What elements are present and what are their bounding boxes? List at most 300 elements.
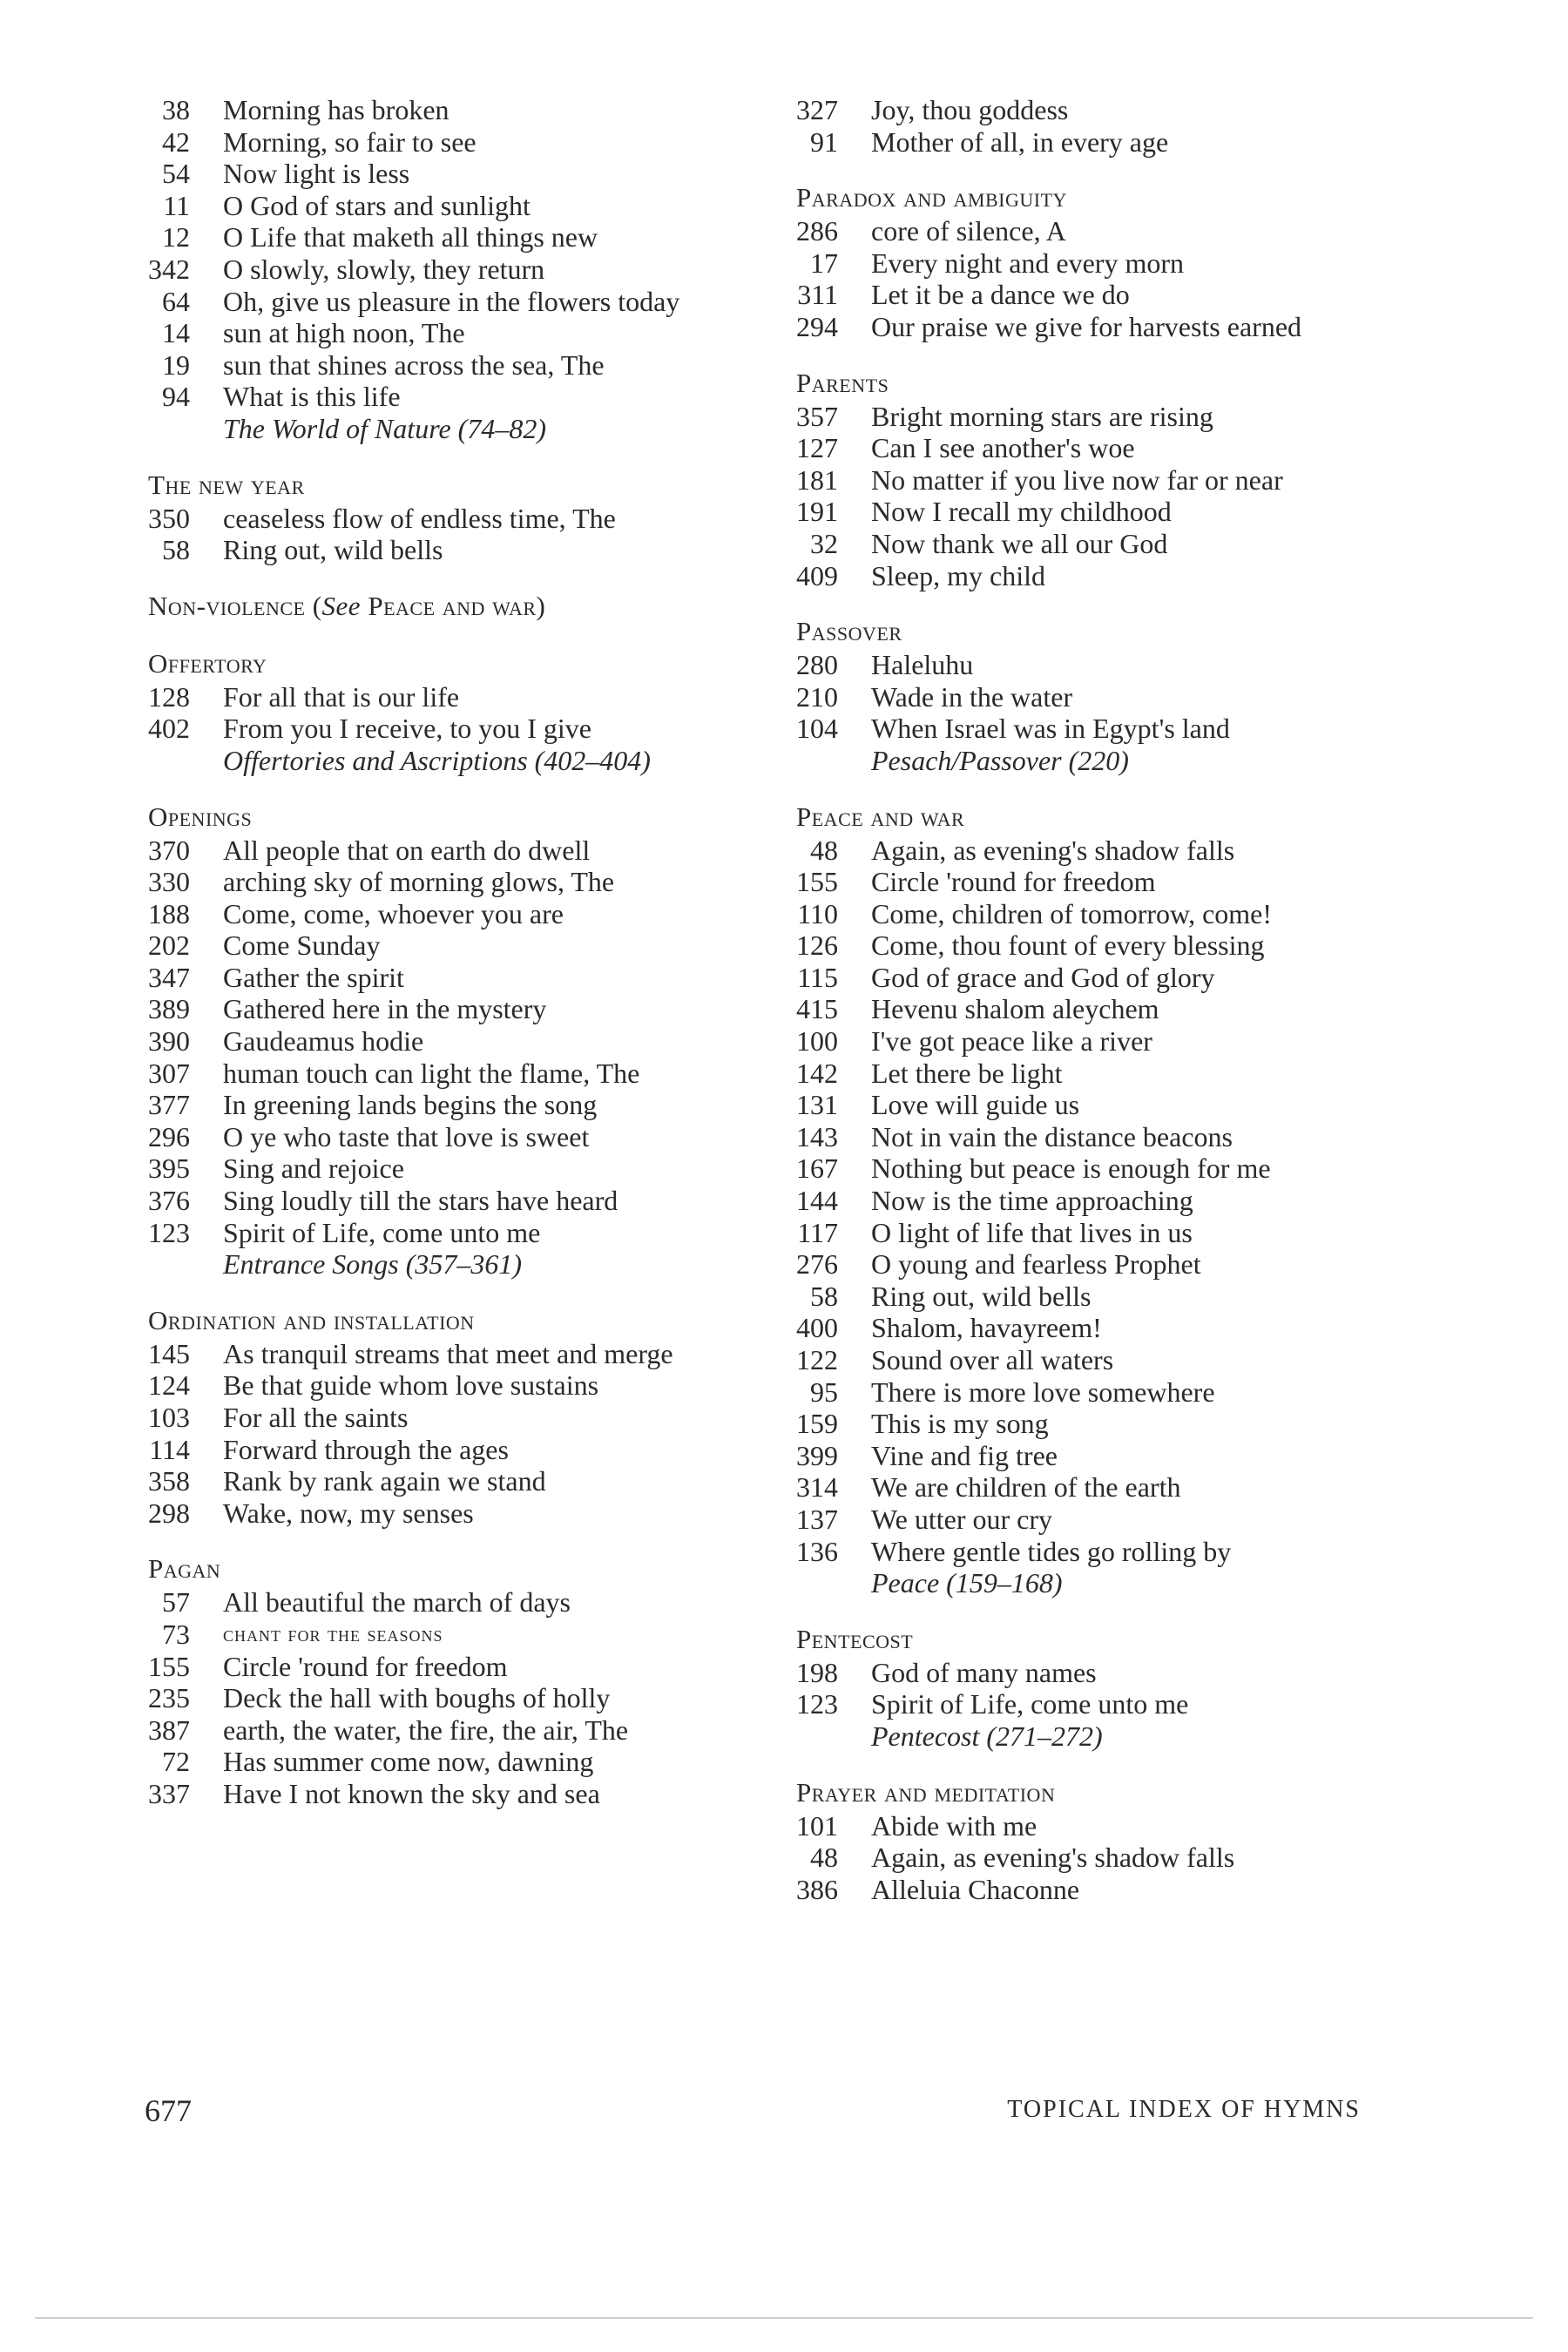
hymn-number: 122 bbox=[796, 1344, 838, 1375]
hymn-entry bbox=[796, 1185, 1406, 1217]
hymn-number: 294 bbox=[796, 310, 838, 342]
hymn-title: arching sky of morning glows, The bbox=[223, 866, 615, 898]
hymn-number: 415 bbox=[796, 993, 838, 1025]
hymn-entry bbox=[796, 1842, 1406, 1874]
hymn-entry bbox=[148, 1089, 740, 1121]
hymn-title: Rank by rank again we stand bbox=[223, 1465, 546, 1497]
index-section bbox=[796, 366, 1406, 592]
hymn-title: We utter our cry bbox=[871, 1503, 1052, 1535]
hymn-number: 103 bbox=[148, 1402, 190, 1433]
hymn-number: 210 bbox=[796, 680, 838, 713]
hymn-title: core of silence, A bbox=[871, 215, 1066, 247]
hymn-title: Circle 'round for freedom bbox=[871, 866, 1156, 898]
section-heading bbox=[148, 589, 740, 624]
hymn-number: 57 bbox=[162, 1586, 190, 1619]
hymn-entry bbox=[148, 349, 740, 382]
section-heading-text: Pentecost bbox=[796, 1623, 914, 1654]
hymn-entry bbox=[796, 1536, 1406, 1568]
hymn-title: Again, as evening's shadow falls bbox=[871, 1842, 1235, 1874]
hymn-number: 95 bbox=[810, 1375, 838, 1408]
hymn-number: 409 bbox=[796, 559, 838, 591]
hymn-entry bbox=[148, 253, 740, 286]
hymn-number: 276 bbox=[796, 1248, 838, 1281]
hymn-number: 73 bbox=[162, 1618, 190, 1650]
hymn-number: 386 bbox=[796, 1873, 838, 1905]
hymn-entry bbox=[148, 1651, 740, 1683]
hymn-entry bbox=[148, 221, 740, 253]
hymn-title: Wake, now, my senses bbox=[223, 1497, 474, 1529]
hymn-title: In greening lands begins the song bbox=[223, 1089, 598, 1121]
hymn-title: Joy, thou goddess bbox=[871, 94, 1069, 125]
hymn-title: Nothing but peace is enough for me bbox=[871, 1152, 1271, 1185]
hymn-title: Spirit of Life, come unto me bbox=[871, 1688, 1189, 1720]
hymn-number: 376 bbox=[148, 1185, 190, 1217]
hymn-title: Has summer come now, dawning bbox=[223, 1746, 594, 1778]
section-heading-text: Passover bbox=[796, 616, 902, 647]
index-section bbox=[796, 800, 1406, 1599]
section-heading bbox=[148, 468, 740, 503]
hymn-title: sun at high noon, The bbox=[223, 317, 465, 349]
cross-reference: Peace (159–168) bbox=[871, 1567, 1063, 1599]
hymn-title: Circle 'round for freedom bbox=[223, 1650, 508, 1682]
hymn-title: Hevenu shalom aleychem bbox=[871, 993, 1159, 1025]
hymn-title: Alleluia Chaconne bbox=[871, 1873, 1080, 1905]
hymn-entry bbox=[148, 381, 740, 413]
section-heading bbox=[796, 800, 1406, 835]
hymn-number: 280 bbox=[796, 649, 838, 681]
hymn-number: 347 bbox=[148, 961, 190, 993]
hymn-title: Gather the spirit bbox=[223, 961, 404, 993]
hymn-entry bbox=[148, 1682, 740, 1714]
hymn-number: 327 bbox=[796, 94, 838, 125]
hymn-entry bbox=[796, 1376, 1406, 1409]
section-heading bbox=[148, 1303, 740, 1338]
index-section bbox=[148, 94, 740, 445]
hymn-title: Ring out, wild bells bbox=[871, 1280, 1092, 1312]
index-section bbox=[148, 646, 740, 777]
hymn-number: 126 bbox=[796, 929, 838, 962]
hymn-number: 387 bbox=[148, 1713, 190, 1746]
hymn-title: Now is the time approaching bbox=[871, 1185, 1193, 1217]
hymn-entry bbox=[148, 190, 740, 222]
hymn-title: Have I not known the sky and sea bbox=[223, 1777, 600, 1809]
hymn-entry bbox=[148, 1121, 740, 1153]
hymn-title: Every night and every morn bbox=[871, 247, 1184, 279]
hymn-entry bbox=[148, 534, 740, 566]
hymn-entry bbox=[148, 929, 740, 962]
hymn-title: Again, as evening's shadow falls bbox=[871, 834, 1235, 866]
hymn-title: O ye who taste that love is sweet bbox=[223, 1120, 590, 1152]
hymn-title: Morning, so fair to see bbox=[223, 125, 476, 158]
page-number: 677 bbox=[145, 2093, 192, 2128]
hymn-number: 128 bbox=[148, 680, 190, 713]
hymn-number: 110 bbox=[797, 897, 838, 929]
hymn-number: 136 bbox=[796, 1535, 838, 1567]
hymn-number: 123 bbox=[796, 1688, 838, 1720]
hymn-entry bbox=[796, 1281, 1406, 1313]
see-reference: See bbox=[321, 590, 362, 621]
hymn-entry bbox=[796, 432, 1406, 464]
hymn-number: 11 bbox=[163, 189, 190, 221]
hymn-number: 188 bbox=[148, 897, 190, 929]
hymn-entry bbox=[148, 713, 740, 745]
hymn-title: Haleluhu bbox=[871, 649, 974, 681]
cross-reference: Pesach/Passover (220) bbox=[871, 744, 1129, 776]
hymn-title: earth, the water, the fire, the air, The bbox=[223, 1713, 629, 1746]
section-heading-text: The new year bbox=[148, 469, 305, 500]
hymn-title: Gathered here in the mystery bbox=[223, 993, 547, 1025]
hymn-number: 32 bbox=[810, 527, 838, 559]
hymn-title: Gaudeamus hodie bbox=[223, 1025, 424, 1058]
hymn-entry bbox=[796, 1152, 1406, 1185]
hymn-entry bbox=[796, 1504, 1406, 1536]
hymn-title: There is more love somewhere bbox=[871, 1375, 1215, 1408]
hymn-number: 94 bbox=[162, 381, 190, 413]
hymn-title: O young and fearless Prophet bbox=[871, 1248, 1201, 1281]
hymn-entry bbox=[796, 94, 1406, 126]
hymn-entry bbox=[148, 866, 740, 898]
hymn-title: Not in vain the distance beacons bbox=[871, 1120, 1233, 1152]
hymn-title: As tranquil streams that meet and merge bbox=[223, 1337, 673, 1369]
index-section bbox=[796, 180, 1406, 342]
hymn-title: For all that is our life bbox=[223, 680, 460, 713]
hymn-number: 155 bbox=[148, 1650, 190, 1682]
section-heading bbox=[148, 800, 740, 835]
hymn-title: Our praise we give for harvests earned bbox=[871, 310, 1302, 342]
hymn-entry bbox=[796, 1217, 1406, 1249]
section-heading bbox=[796, 366, 1406, 401]
hymn-number: 100 bbox=[796, 1025, 838, 1058]
running-title: TOPICAL INDEX OF HYMNS bbox=[1007, 2096, 1361, 2123]
hymn-number: 350 bbox=[148, 502, 190, 534]
bottom-rule bbox=[35, 2317, 1533, 2319]
hymn-title: Ring out, wild bells bbox=[223, 534, 443, 566]
hymn-title: What is this life bbox=[223, 381, 401, 413]
hymn-title: Sing loudly till the stars have heard bbox=[223, 1185, 618, 1217]
hymn-title: Sleep, my child bbox=[871, 559, 1045, 591]
hymn-title: When Israel was in Egypt's land bbox=[871, 713, 1230, 745]
hymn-number: 127 bbox=[796, 432, 838, 464]
hymn-entry bbox=[796, 681, 1406, 713]
hymn-number: 114 bbox=[149, 1433, 190, 1465]
hymn-title: Sound over all waters bbox=[871, 1344, 1114, 1375]
hymn-title: Now I recall my childhood bbox=[871, 496, 1172, 528]
hymn-number: 104 bbox=[796, 713, 838, 745]
hymn-number: 54 bbox=[162, 158, 190, 190]
hymn-entry bbox=[796, 1344, 1406, 1376]
hymn-entry bbox=[796, 126, 1406, 159]
hymn-title: God of grace and God of glory bbox=[871, 961, 1215, 993]
section-heading-text: Ordination and installation bbox=[148, 1304, 475, 1335]
hymn-title: Where gentle tides go rolling by bbox=[871, 1535, 1232, 1567]
index-section bbox=[796, 1622, 1406, 1753]
hymn-entry bbox=[796, 311, 1406, 343]
index-section bbox=[796, 1775, 1406, 1906]
hymn-number: 390 bbox=[148, 1025, 190, 1058]
hymn-entry bbox=[796, 929, 1406, 962]
section-heading-text: Prayer and meditation bbox=[796, 1776, 1056, 1808]
cross-reference: Entrance Songs (357–361) bbox=[223, 1248, 523, 1281]
section-heading-text: Paradox and ambiguity bbox=[796, 182, 1067, 213]
hymn-title: Mother of all, in every age bbox=[871, 125, 1169, 158]
hymn-entry bbox=[796, 962, 1406, 994]
hymn-entry bbox=[148, 1714, 740, 1747]
hymn-number: 181 bbox=[796, 463, 838, 496]
hymn-title: For all the saints bbox=[223, 1402, 409, 1433]
hymn-number: 155 bbox=[796, 866, 838, 898]
hymn-entry bbox=[796, 993, 1406, 1025]
hymn-entry bbox=[796, 1121, 1406, 1153]
hymn-entry bbox=[148, 158, 740, 190]
hymn-title: All beautiful the march of days bbox=[223, 1586, 571, 1619]
section-heading-text: Openings bbox=[148, 801, 253, 832]
hymn-entry bbox=[148, 317, 740, 349]
hymn-number: 357 bbox=[796, 400, 838, 432]
hymn-entry bbox=[796, 247, 1406, 280]
section-heading bbox=[796, 180, 1406, 215]
hymn-number: 400 bbox=[796, 1312, 838, 1344]
hymn-number: 314 bbox=[796, 1471, 838, 1504]
hymn-entry bbox=[796, 496, 1406, 528]
hymn-entry bbox=[148, 1025, 740, 1058]
hymn-title: Let it be a dance we do bbox=[871, 279, 1130, 311]
hymn-number: 64 bbox=[162, 285, 190, 317]
hymn-entry bbox=[796, 1440, 1406, 1472]
hymn-number: 38 bbox=[162, 94, 190, 125]
hymn-title: O slowly, slowly, they return bbox=[223, 253, 545, 285]
hymn-number: 42 bbox=[162, 125, 190, 158]
hymn-number: 377 bbox=[148, 1089, 190, 1121]
hymn-title: God of many names bbox=[871, 1656, 1097, 1688]
hymn-entry bbox=[796, 560, 1406, 592]
section-heading bbox=[796, 1622, 1406, 1657]
hymn-title: Morning has broken bbox=[223, 94, 449, 125]
hymn-number: 296 bbox=[148, 1120, 190, 1152]
hymn-entry bbox=[796, 528, 1406, 560]
hymn-entry bbox=[796, 279, 1406, 311]
hymn-title: Come, children of tomorrow, come! bbox=[871, 897, 1273, 929]
hymn-entry bbox=[796, 835, 1406, 867]
hymn-entry bbox=[796, 1810, 1406, 1842]
hymn-entry bbox=[796, 1688, 1406, 1720]
hymn-number: 370 bbox=[148, 834, 190, 866]
section-heading bbox=[796, 614, 1406, 649]
hymn-number: 307 bbox=[148, 1057, 190, 1089]
hymn-title: Love will guide us bbox=[871, 1089, 1080, 1121]
hymn-title: Oh, give us pleasure in the flowers today bbox=[223, 285, 680, 317]
hymn-number: 58 bbox=[810, 1280, 838, 1312]
index-section bbox=[148, 468, 740, 566]
hymn-entry bbox=[796, 464, 1406, 497]
hymn-number: 131 bbox=[796, 1089, 838, 1121]
hymn-title: Deck the hall with boughs of holly bbox=[223, 1682, 611, 1714]
hymn-number: 399 bbox=[796, 1439, 838, 1471]
hymn-entry bbox=[796, 401, 1406, 433]
hymn-number: 48 bbox=[810, 1842, 838, 1874]
hymn-number: 124 bbox=[148, 1369, 190, 1402]
hymn-title: We are children of the earth bbox=[871, 1471, 1181, 1504]
hymn-entry bbox=[148, 1465, 740, 1497]
hymn-title: sun that shines across the sea, The bbox=[223, 348, 605, 381]
hymn-number: 159 bbox=[796, 1408, 838, 1440]
index-column-right bbox=[796, 94, 1406, 1928]
hymn-number: 202 bbox=[148, 929, 190, 962]
section-heading bbox=[148, 1551, 740, 1586]
hymn-title: chant for the seasons bbox=[223, 1620, 443, 1646]
section-heading-text: Non-violence ( bbox=[148, 590, 322, 621]
hymn-entry bbox=[796, 1408, 1406, 1440]
hymn-number: 167 bbox=[796, 1152, 838, 1185]
hymn-entry bbox=[796, 1312, 1406, 1344]
hymn-entry bbox=[796, 1248, 1406, 1281]
hymn-title: Wade in the water bbox=[871, 680, 1073, 713]
hymn-entry bbox=[148, 1586, 740, 1619]
hymn-title: Come, thou fount of every blessing bbox=[871, 929, 1265, 962]
hymn-entry bbox=[148, 1369, 740, 1402]
hymn-number: 198 bbox=[796, 1656, 838, 1688]
hymn-entry bbox=[148, 94, 740, 126]
hymn-number: 311 bbox=[797, 279, 838, 311]
hymn-entry bbox=[148, 835, 740, 867]
hymn-title: Be that guide whom love sustains bbox=[223, 1369, 599, 1402]
hymn-entry bbox=[148, 962, 740, 994]
hymn-number: 137 bbox=[796, 1503, 838, 1535]
hymn-title: Vine and fig tree bbox=[871, 1439, 1058, 1471]
hymn-number: 191 bbox=[796, 496, 838, 528]
hymn-number: 115 bbox=[797, 961, 838, 993]
hymn-number: 330 bbox=[148, 866, 190, 898]
hymn-title: I've got peace like a river bbox=[871, 1025, 1152, 1058]
hymn-entry bbox=[796, 1657, 1406, 1689]
section-heading-text: Offertory bbox=[148, 647, 267, 679]
hymn-title: Now thank we all our God bbox=[871, 527, 1168, 559]
hymn-number: 91 bbox=[810, 125, 838, 158]
hymn-title: ceaseless flow of endless time, The bbox=[223, 502, 616, 534]
section-heading bbox=[148, 646, 740, 681]
hymn-number: 58 bbox=[162, 534, 190, 566]
section-heading-text: Peace and war) bbox=[361, 590, 546, 621]
hymn-title: O God of stars and sunlight bbox=[223, 189, 531, 221]
cross-reference: Pentecost (271–272) bbox=[871, 1720, 1103, 1752]
hymn-number: 101 bbox=[796, 1809, 838, 1842]
hymn-number: 72 bbox=[162, 1746, 190, 1778]
hymn-title: Shalom, havayreem! bbox=[871, 1312, 1102, 1344]
hymn-title: Bright morning stars are rising bbox=[871, 400, 1213, 432]
hymn-entry bbox=[796, 713, 1406, 745]
hymn-number: 117 bbox=[797, 1216, 838, 1248]
hymn-title: O light of life that lives in us bbox=[871, 1216, 1193, 1248]
hymn-number: 337 bbox=[148, 1777, 190, 1809]
hymn-entry bbox=[796, 1025, 1406, 1058]
hymn-number: 402 bbox=[148, 713, 190, 745]
cross-reference: The World of Nature (74–82) bbox=[223, 412, 546, 444]
hymn-title: From you I receive, to you I give bbox=[223, 713, 591, 745]
hymn-entry bbox=[148, 1402, 740, 1434]
index-section bbox=[796, 94, 1406, 158]
hymn-number: 298 bbox=[148, 1497, 190, 1529]
hymn-number: 145 bbox=[148, 1337, 190, 1369]
hymn-entry bbox=[796, 1089, 1406, 1121]
hymn-entry bbox=[148, 1778, 740, 1810]
section-heading-text: Pagan bbox=[148, 1553, 221, 1585]
hymn-entry bbox=[148, 681, 740, 713]
hymn-title: Abide with me bbox=[871, 1809, 1037, 1842]
hymn-entry bbox=[796, 1471, 1406, 1504]
hymn-entry bbox=[148, 1185, 740, 1217]
hymn-number: 286 bbox=[796, 215, 838, 247]
hymn-title: All people that on earth do dwell bbox=[223, 834, 591, 866]
hymn-title: Now light is less bbox=[223, 158, 410, 190]
section-heading-text: Peace and war bbox=[796, 801, 965, 832]
hymn-title: Come Sunday bbox=[223, 929, 381, 962]
hymn-number: 14 bbox=[162, 317, 190, 349]
hymn-entry bbox=[148, 1497, 740, 1530]
hymn-entry bbox=[148, 1434, 740, 1466]
index-section bbox=[148, 800, 740, 1281]
hymn-entry bbox=[796, 866, 1406, 898]
section-heading bbox=[796, 1775, 1406, 1810]
hymn-entry bbox=[796, 1874, 1406, 1906]
hymn-number: 143 bbox=[796, 1120, 838, 1152]
index-section bbox=[148, 589, 740, 624]
hymn-entry bbox=[148, 1619, 740, 1651]
hymn-number: 12 bbox=[162, 221, 190, 253]
index-section bbox=[796, 614, 1406, 776]
hymn-entry bbox=[148, 1217, 740, 1249]
index-section bbox=[148, 1551, 740, 1809]
section-heading-text: Parents bbox=[796, 367, 889, 398]
hymn-entry bbox=[148, 286, 740, 318]
hymn-title: No matter if you live now far or near bbox=[871, 463, 1283, 496]
hymn-number: 358 bbox=[148, 1465, 190, 1497]
hymn-entry bbox=[148, 1746, 740, 1778]
hymn-entry bbox=[796, 1058, 1406, 1090]
hymn-title: O Life that maketh all things new bbox=[223, 221, 598, 253]
hymn-entry bbox=[148, 993, 740, 1025]
hymn-number: 389 bbox=[148, 993, 190, 1025]
hymn-title: Sing and rejoice bbox=[223, 1152, 404, 1185]
hymn-number: 123 bbox=[148, 1216, 190, 1248]
hymn-title: human touch can light the flame, The bbox=[223, 1057, 640, 1089]
hymn-number: 19 bbox=[162, 348, 190, 381]
hymn-entry bbox=[148, 126, 740, 159]
hymn-number: 235 bbox=[148, 1682, 190, 1714]
index-section bbox=[148, 1303, 740, 1530]
hymn-entry bbox=[148, 1152, 740, 1185]
hymn-number: 48 bbox=[810, 834, 838, 866]
hymn-number: 17 bbox=[810, 247, 838, 279]
hymn-title: Spirit of Life, come unto me bbox=[223, 1216, 541, 1248]
hymn-title: This is my song bbox=[871, 1408, 1049, 1440]
hymn-entry bbox=[148, 503, 740, 535]
index-column-left bbox=[148, 94, 740, 1833]
cross-reference: Offertories and Ascriptions (402–404) bbox=[223, 744, 651, 776]
hymn-title: Let there be light bbox=[871, 1057, 1063, 1089]
hymn-number: 342 bbox=[148, 253, 190, 285]
hymn-title: Forward through the ages bbox=[223, 1433, 509, 1465]
hymn-entry bbox=[148, 898, 740, 930]
hymn-entry bbox=[796, 649, 1406, 681]
hymn-entry bbox=[796, 898, 1406, 930]
hymn-entry bbox=[148, 1338, 740, 1370]
hymn-number: 395 bbox=[148, 1152, 190, 1185]
hymn-entry bbox=[148, 1058, 740, 1090]
hymn-title: Can I see another's woe bbox=[871, 432, 1135, 464]
hymn-number: 142 bbox=[796, 1057, 838, 1089]
hymn-entry bbox=[796, 215, 1406, 247]
hymn-title: Come, come, whoever you are bbox=[223, 897, 564, 929]
hymn-number: 144 bbox=[796, 1185, 838, 1217]
